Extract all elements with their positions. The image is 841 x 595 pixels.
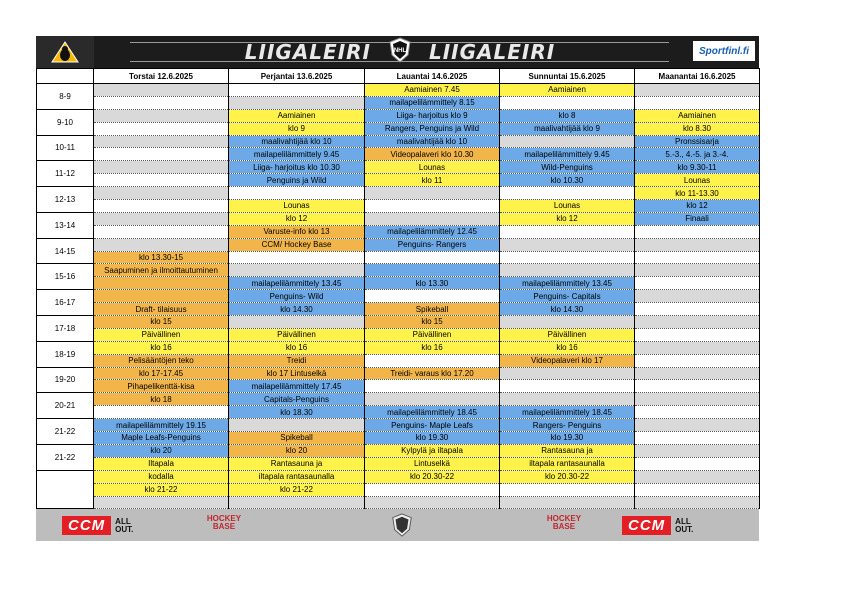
schedule-table xyxy=(36,68,760,509)
schedule-cell xyxy=(635,225,760,238)
schedule-event: Aamiainen xyxy=(500,84,635,97)
schedule-cell xyxy=(635,290,760,303)
schedule-event: Spikeball xyxy=(229,432,365,445)
schedule-row xyxy=(37,290,760,303)
schedule-event: mailapelilämmittely 13.45 xyxy=(500,277,635,290)
time-slot: 13-14 xyxy=(37,212,94,238)
schedule-event: Rangers- Penguins xyxy=(500,419,635,432)
schedule-event: Spikeball xyxy=(365,303,500,316)
schedule-event: Penguins- Rangers xyxy=(365,238,500,251)
schedule-cell xyxy=(500,316,635,329)
ccm-logo-right xyxy=(622,516,705,535)
schedule-row xyxy=(37,483,760,496)
schedule-event: Maple Leafs-Penguins xyxy=(94,432,229,445)
schedule-event: iltapala rantasaunalla xyxy=(229,470,365,483)
schedule-event: Lounas xyxy=(229,200,365,213)
schedule-cell xyxy=(229,187,365,200)
schedule-cell xyxy=(365,393,500,406)
schedule-row xyxy=(37,277,760,290)
schedule-event: mailapelilämmittely 9.45 xyxy=(229,148,365,161)
schedule-cell xyxy=(94,212,229,225)
schedule-cell xyxy=(94,135,229,148)
schedule-event: klo 20.30-22 xyxy=(500,470,635,483)
schedule-cell xyxy=(500,483,635,496)
schedule-cell xyxy=(94,148,229,161)
schedule-event: mailapelilämmittely 12.45 xyxy=(365,225,500,238)
schedule-cell xyxy=(635,380,760,393)
schedule-cell xyxy=(365,290,500,303)
schedule-row xyxy=(37,238,760,251)
schedule-event: CCM/ Hockey Base xyxy=(229,238,365,251)
schedule-event: Wild-Penguins xyxy=(500,161,635,174)
schedule-cell xyxy=(94,277,229,290)
schedule-row xyxy=(37,406,760,419)
day-header-row xyxy=(37,69,760,84)
schedule-cell xyxy=(635,470,760,483)
schedule-event: Pihapelikenttä-kisa xyxy=(94,380,229,393)
schedule-event: klo 12 xyxy=(500,212,635,225)
schedule-cell xyxy=(94,84,229,97)
schedule-event: klo 21-22 xyxy=(94,483,229,496)
schedule-cell xyxy=(94,200,229,213)
time-slot: 10-11 xyxy=(37,135,94,161)
schedule-cell xyxy=(500,393,635,406)
schedule-row xyxy=(37,174,760,187)
schedule-cell xyxy=(94,406,229,419)
schedule-event: Aamiainen xyxy=(229,109,365,122)
schedule-event: Saapuminen ja ilmoittautuminen xyxy=(94,264,229,277)
time-slot: 17-18 xyxy=(37,316,94,342)
schedule-cell xyxy=(94,496,229,509)
schedule-cell xyxy=(635,496,760,509)
day-header: Torstai 12.6.2025 xyxy=(94,69,229,84)
schedule-cell xyxy=(635,393,760,406)
schedule-cell xyxy=(229,251,365,264)
schedule-event: klo 18 xyxy=(94,393,229,406)
schedule-event: klo 17-17.45 xyxy=(94,367,229,380)
schedule-cell xyxy=(229,264,365,277)
schedule-cell xyxy=(635,483,760,496)
schedule-event: Videopalaveri klo 10.30 xyxy=(365,148,500,161)
schedule-row xyxy=(37,316,760,329)
nhl-shield-icon xyxy=(387,37,413,68)
schedule-event: klo 9 xyxy=(229,122,365,135)
schedule-cell xyxy=(94,225,229,238)
schedule-cell xyxy=(635,367,760,380)
schedule-event: Treidi- varaus klo 17.20 xyxy=(365,367,500,380)
schedule-row xyxy=(37,457,760,470)
ccm-wordmark: CCM xyxy=(62,516,111,535)
svg-text:NHL: NHL xyxy=(393,47,407,54)
schedule-event: klo 9.30-11 xyxy=(635,161,760,174)
schedule-row xyxy=(37,109,760,122)
schedule-event: Capitals-Penguins xyxy=(229,393,365,406)
schedule-cell xyxy=(365,212,500,225)
schedule-cell xyxy=(365,483,500,496)
schedule-event: klo 19.30 xyxy=(365,432,500,445)
banner-title-left: LIIGALEIRI xyxy=(244,40,371,64)
schedule-cell xyxy=(500,96,635,109)
schedule-event: klo 15 xyxy=(94,316,229,329)
schedule-event: Pelisääntöjen teko xyxy=(94,354,229,367)
schedule-row xyxy=(37,212,760,225)
schedule-event: klo 15 xyxy=(365,316,500,329)
sportfinl-logo[interactable]: Sportfinl.fi xyxy=(693,41,755,61)
schedule-event: Draft- tilaisuus xyxy=(94,303,229,316)
time-slot xyxy=(37,470,94,509)
schedule-cell xyxy=(635,264,760,277)
schedule-event: klo 21-22 xyxy=(229,483,365,496)
schedule-cell xyxy=(229,419,365,432)
schedule-cell xyxy=(94,161,229,174)
schedule-event: klo 17 Lintuselkä xyxy=(229,367,365,380)
schedule-cell xyxy=(500,225,635,238)
schedule-event: mailapelilämmittely 17.45 xyxy=(229,380,365,393)
schedule-event: Lounas xyxy=(365,161,500,174)
schedule-event: klo 8.30 xyxy=(635,122,760,135)
schedule-event: Lintuselkä xyxy=(365,457,500,470)
time-slot: 14-15 xyxy=(37,238,94,264)
schedule-event: mailapelilämmittely 13.45 xyxy=(229,277,365,290)
schedule-cell xyxy=(365,496,500,509)
hockey-base-logo-right: HOCKEY BASE xyxy=(546,514,582,532)
ccm-tagline: ALL OUT. xyxy=(675,516,694,534)
schedule-event: mailapelilämmittely 19.15 xyxy=(94,419,229,432)
schedule-cell xyxy=(229,96,365,109)
schedule-event: Liiga- harjoitus klo 10.30 xyxy=(229,161,365,174)
schedule-event: klo 19.30 xyxy=(500,432,635,445)
schedule-cell xyxy=(94,122,229,135)
schedule-cell xyxy=(635,96,760,109)
schedule-event: Penguins- Capitals xyxy=(500,290,635,303)
schedule-event: Aamiainen xyxy=(635,109,760,122)
schedule-event: maalivahtijää klo 10 xyxy=(365,135,500,148)
schedule-cell xyxy=(229,496,365,509)
schedule-event: mailapelilämmittely 9.45 xyxy=(500,148,635,161)
sponsor-footer xyxy=(36,509,759,541)
schedule-cell xyxy=(500,135,635,148)
schedule-row xyxy=(37,432,760,445)
schedule-row xyxy=(37,303,760,316)
schedule-cell xyxy=(500,380,635,393)
time-slot: 21-22 xyxy=(37,444,94,470)
schedule-cell xyxy=(635,444,760,457)
schedule-row xyxy=(37,470,760,483)
schedule-row xyxy=(37,354,760,367)
schedule-event: Videopalaveri klo 17 xyxy=(500,354,635,367)
schedule-event: Päivällinen xyxy=(229,328,365,341)
time-slot: 18-19 xyxy=(37,341,94,367)
schedule-event: klo 16 xyxy=(94,341,229,354)
schedule-cell xyxy=(500,496,635,509)
schedule-event: Pronssisarja xyxy=(635,135,760,148)
schedule-cell xyxy=(635,419,760,432)
schedule-row xyxy=(37,341,760,354)
schedule-event: Lounas xyxy=(500,200,635,213)
schedule-cell xyxy=(635,238,760,251)
time-slot: 15-16 xyxy=(37,264,94,290)
schedule-row xyxy=(37,380,760,393)
nhl-footer-icon xyxy=(390,513,414,542)
time-slot: 11-12 xyxy=(37,161,94,187)
schedule-row xyxy=(37,444,760,457)
schedule-row xyxy=(37,148,760,161)
schedule-body xyxy=(37,84,760,509)
schedule-event: Iltapala xyxy=(94,457,229,470)
schedule-row xyxy=(37,161,760,174)
schedule-event: iltapala rantasaunalla xyxy=(500,457,635,470)
schedule-event: klo 8 xyxy=(500,109,635,122)
schedule-event: klo 12 xyxy=(229,212,365,225)
schedule-cell xyxy=(500,367,635,380)
schedule-event: klo 16 xyxy=(365,341,500,354)
schedule-event: Päivällinen xyxy=(500,328,635,341)
time-slot: 19-20 xyxy=(37,367,94,393)
day-header: Maanantai 16.6.2025 xyxy=(635,69,760,84)
schedule-event: klo 16 xyxy=(229,341,365,354)
schedule-event: klo 20 xyxy=(229,444,365,457)
schedule-cell xyxy=(635,341,760,354)
schedule-row xyxy=(37,496,760,509)
time-header xyxy=(37,69,94,84)
schedule-cell xyxy=(635,457,760,470)
schedule-cell xyxy=(635,277,760,290)
schedule-event: klo 13.30-15 xyxy=(94,251,229,264)
penguins-logo-icon xyxy=(36,36,94,68)
schedule-row xyxy=(37,328,760,341)
schedule-cell xyxy=(635,251,760,264)
schedule-cell xyxy=(365,187,500,200)
time-slot: 20-21 xyxy=(37,393,94,419)
time-slot: 9-10 xyxy=(37,109,94,135)
schedule-cell xyxy=(500,251,635,264)
schedule-row xyxy=(37,200,760,213)
schedule-event: Päivällinen xyxy=(365,328,500,341)
schedule-event: klo 16 xyxy=(500,341,635,354)
schedule-event: Rantasauna ja xyxy=(229,457,365,470)
day-header: Lauantai 14.6.2025 xyxy=(365,69,500,84)
schedule-cell xyxy=(635,303,760,316)
schedule-event: maalivahtijää klo 9 xyxy=(500,122,635,135)
schedule-event: Penguins- Maple Leafs xyxy=(365,419,500,432)
schedule-event: klo 11-13.30 xyxy=(635,187,760,200)
day-header: Perjantai 13.6.2025 xyxy=(229,69,365,84)
schedule-event: klo 18.30 xyxy=(229,406,365,419)
schedule-cell xyxy=(500,264,635,277)
schedule-event: Lounas xyxy=(635,174,760,187)
schedule-event: mailapelilämmittely 18.45 xyxy=(365,406,500,419)
ccm-logo-left xyxy=(62,516,145,535)
header-banner xyxy=(36,36,759,68)
schedule-row xyxy=(37,84,760,97)
schedule-event: klo 11 xyxy=(365,174,500,187)
schedule-cell xyxy=(500,238,635,251)
hockey-base-logo-left: HOCKEY BASE xyxy=(206,514,242,532)
schedule-event: klo 10.30 xyxy=(500,174,635,187)
schedule-cell xyxy=(94,174,229,187)
schedule-cell xyxy=(94,109,229,122)
schedule-cell xyxy=(635,354,760,367)
schedule-event: kodalla xyxy=(94,470,229,483)
schedule-cell xyxy=(365,251,500,264)
schedule-row xyxy=(37,187,760,200)
schedule-event: Finaali xyxy=(635,212,760,225)
schedule-event: Aamiainen 7.45 xyxy=(365,84,500,97)
schedule-row xyxy=(37,96,760,109)
schedule-event: klo 14.30 xyxy=(229,303,365,316)
time-slot: 12-13 xyxy=(37,187,94,213)
schedule-row xyxy=(37,367,760,380)
schedule-cell xyxy=(365,354,500,367)
schedule-event: klo 20 xyxy=(94,444,229,457)
schedule-row xyxy=(37,135,760,148)
schedule-cell xyxy=(94,96,229,109)
schedule-event: klo 13.30 xyxy=(365,277,500,290)
schedule-event: klo 14.30 xyxy=(500,303,635,316)
schedule-event: klo 12 xyxy=(635,200,760,213)
schedule-cell xyxy=(365,200,500,213)
schedule-event: Liiga- harjoitus klo 9 xyxy=(365,109,500,122)
schedule-event: Päivällinen xyxy=(94,328,229,341)
schedule-cell xyxy=(635,316,760,329)
schedule-cell xyxy=(94,187,229,200)
ccm-tagline: ALL OUT. xyxy=(115,516,134,534)
schedule-cell xyxy=(500,187,635,200)
schedule-event: Treidi xyxy=(229,354,365,367)
schedule-event: klo 20.30-22 xyxy=(365,470,500,483)
schedule-sheet xyxy=(36,36,759,541)
ccm-wordmark: CCM xyxy=(622,516,671,535)
time-slot: 16-17 xyxy=(37,290,94,316)
schedule-event: Kylpylä ja iltapala xyxy=(365,444,500,457)
schedule-row xyxy=(37,122,760,135)
schedule-event: Rangers, Penguins ja Wild xyxy=(365,122,500,135)
schedule-cell xyxy=(94,238,229,251)
schedule-event: Rantasauna ja xyxy=(500,444,635,457)
schedule-cell xyxy=(635,432,760,445)
schedule-event: mailapelilämmittely 8.15 xyxy=(365,96,500,109)
schedule-cell xyxy=(94,290,229,303)
schedule-row xyxy=(37,225,760,238)
schedule-row xyxy=(37,264,760,277)
schedule-row xyxy=(37,393,760,406)
schedule-event: Penguins ja Wild xyxy=(229,174,365,187)
schedule-cell xyxy=(635,406,760,419)
schedule-event: mailapelilämmittely 18.45 xyxy=(500,406,635,419)
schedule-row xyxy=(37,419,760,432)
schedule-cell xyxy=(365,264,500,277)
banner-title-right: LIIGALEIRI xyxy=(429,40,556,64)
schedule-cell xyxy=(229,316,365,329)
schedule-cell xyxy=(229,84,365,97)
schedule-row xyxy=(37,251,760,264)
schedule-event: Varuste-info klo 13 xyxy=(229,225,365,238)
day-header: Sunnuntai 15.6.2025 xyxy=(500,69,635,84)
schedule-cell xyxy=(365,380,500,393)
schedule-cell xyxy=(635,84,760,97)
schedule-cell xyxy=(635,328,760,341)
time-slot: 8-9 xyxy=(37,84,94,110)
time-slot: 21-22 xyxy=(37,419,94,445)
schedule-event: Penguins- Wild xyxy=(229,290,365,303)
schedule-event: 5.-3., 4.-5. ja 3.-4. xyxy=(635,148,760,161)
schedule-event: maalivahtijää klo 10 xyxy=(229,135,365,148)
